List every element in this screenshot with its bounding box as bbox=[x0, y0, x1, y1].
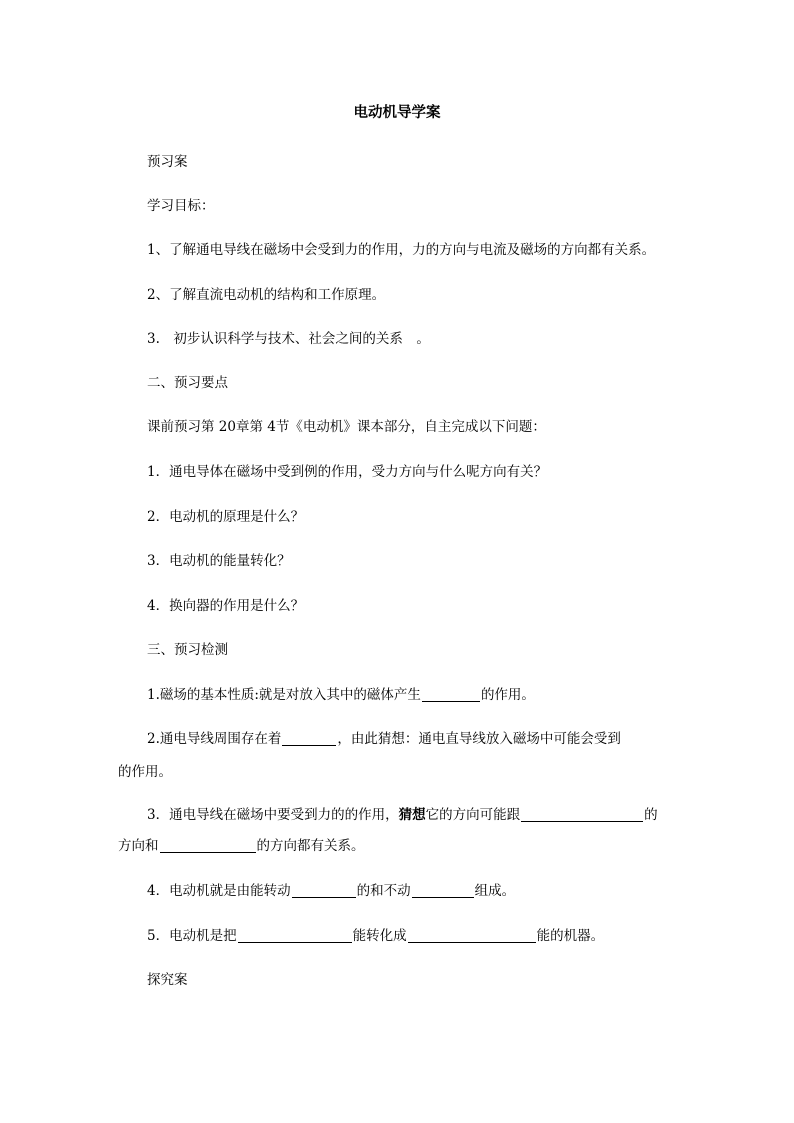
objective-item: 2、了解直流电动机的结构和工作原理。 bbox=[147, 287, 386, 303]
quiz-text: 4．电动机就是由能转动 bbox=[147, 883, 291, 899]
quiz-item-2 bbox=[147, 727, 621, 747]
answer-blank[interactable] bbox=[408, 928, 536, 943]
objectives-label: 学习目标： bbox=[147, 198, 215, 214]
objective-item: 3. 初步认识科学与技术、社会之间的关系 。 bbox=[147, 331, 430, 347]
section-heading: 三、预习检测 bbox=[147, 642, 228, 658]
quiz-text: 1.磁场的基本性质:就是对放入其中的磁体产生 bbox=[147, 687, 421, 703]
quiz-text: 能转化成 bbox=[352, 928, 407, 944]
quiz-text: 组成。 bbox=[474, 883, 516, 899]
quiz-item-4 bbox=[147, 879, 515, 899]
objective-item: 1、了解通电导线在磁场中会受到力的作用，力的方向与电流及磁场的方向都有关系。 bbox=[147, 242, 656, 258]
explore-label: 探究案 bbox=[147, 972, 188, 988]
answer-blank[interactable] bbox=[422, 687, 480, 702]
section-intro: 课前预习第 20章第 4节《电动机》课本部分，自主完成以下问题： bbox=[147, 419, 546, 435]
quiz-text: 3．通电导线在磁场中要受到力的的作用， bbox=[147, 807, 399, 823]
section-heading: 二、预习要点 bbox=[147, 375, 228, 391]
answer-blank[interactable] bbox=[521, 807, 643, 822]
question-item: 4．换向器的作用是什么？ bbox=[147, 598, 305, 614]
quiz-item-3-continued bbox=[118, 834, 365, 854]
quiz-text: 能的机器。 bbox=[536, 928, 605, 944]
answer-blank[interactable] bbox=[412, 883, 474, 898]
quiz-text: ，由此猜想：通电直导线放入磁场中可能会受到 bbox=[337, 731, 621, 747]
quiz-text: 的作用。 bbox=[480, 687, 535, 703]
quiz-item-5 bbox=[147, 924, 604, 944]
answer-blank[interactable] bbox=[160, 838, 256, 853]
preview-label: 预习案 bbox=[147, 154, 188, 170]
quiz-text: 2.通电导线周围存在着 bbox=[147, 731, 282, 747]
quiz-text: 的方向都有关系。 bbox=[256, 838, 365, 854]
quiz-text: 它的方向可能跟 bbox=[425, 807, 521, 823]
quiz-text: 方向和 bbox=[118, 838, 159, 854]
quiz-text: 的和不动 bbox=[356, 883, 411, 899]
answer-blank[interactable] bbox=[282, 731, 336, 746]
question-item: 1．通电导体在磁场中受到例的作用，受力方向与什么呢方向有关？ bbox=[147, 464, 548, 480]
question-item: 2．电动机的原理是什么？ bbox=[147, 509, 305, 525]
page-title: 电动机导学案 bbox=[353, 104, 441, 121]
quiz-item-3 bbox=[147, 803, 658, 823]
question-item: 3．电动机的能量转化？ bbox=[147, 553, 291, 569]
quiz-item-1 bbox=[147, 683, 535, 703]
answer-blank[interactable] bbox=[292, 883, 356, 898]
answer-blank[interactable] bbox=[238, 928, 352, 943]
quiz-text: 5．电动机是把 bbox=[147, 928, 237, 944]
quiz-text: 的 bbox=[644, 807, 658, 823]
quiz-text-bold: 猜想 bbox=[398, 807, 426, 823]
quiz-item-2-continued: 的作用。 bbox=[118, 764, 172, 780]
